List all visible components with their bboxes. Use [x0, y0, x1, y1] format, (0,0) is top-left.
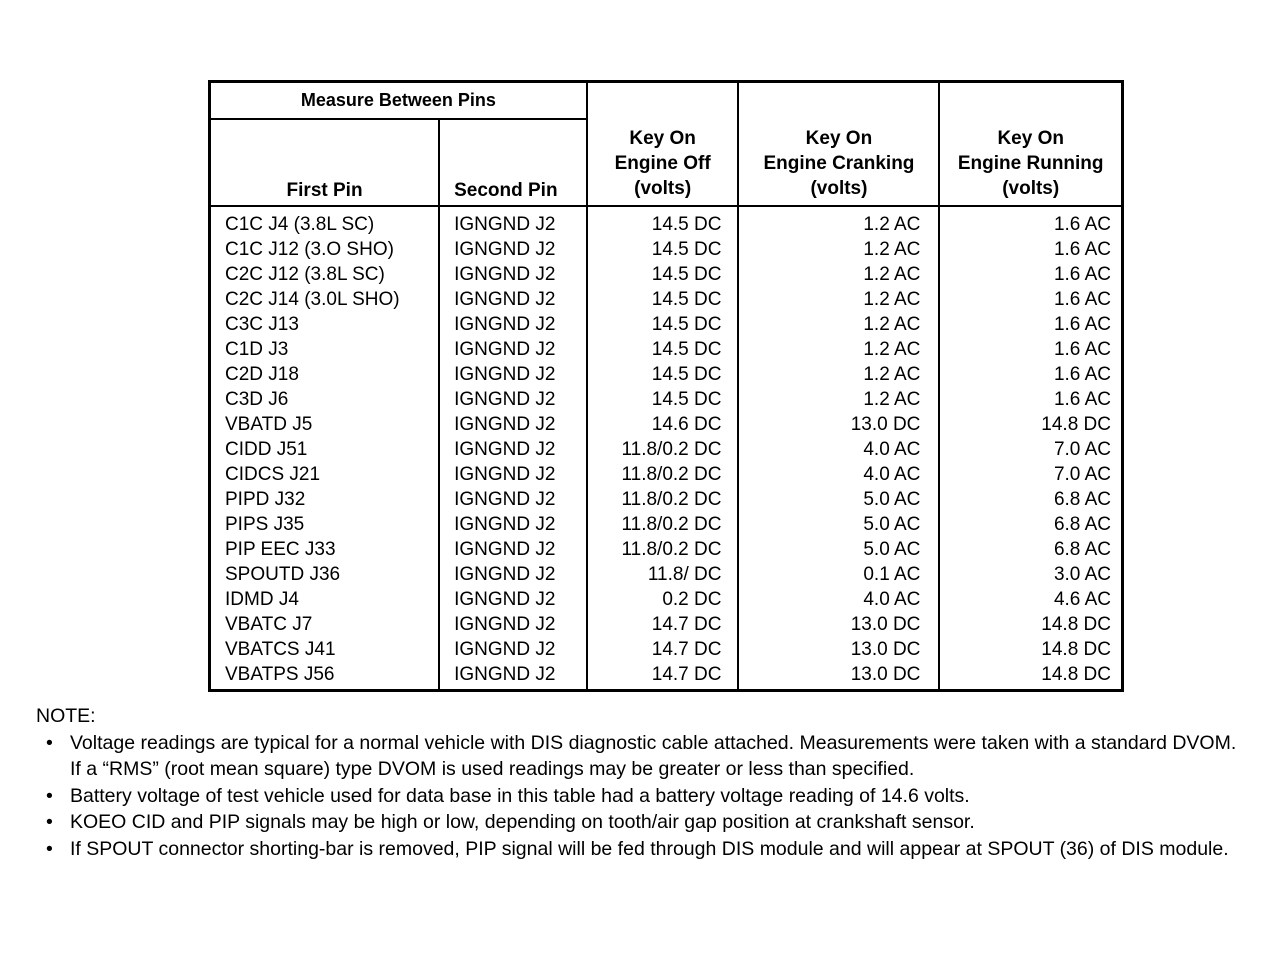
first-pin-cell: PIPD J32 [210, 487, 440, 512]
table-row [210, 387, 1123, 412]
first-pin-cell: C1C J12 (3.O SHO) [210, 237, 440, 262]
running-value-cell: 6.8 AC [939, 537, 1122, 562]
table-row [210, 412, 1123, 437]
koeo-value-cell: 14.7 DC [587, 612, 739, 637]
first-pin-cell: C1C J4 (3.8L SC) [210, 206, 440, 237]
running-value-cell: 1.6 AC [939, 362, 1122, 387]
koeo-value-cell: 14.5 DC [587, 312, 739, 337]
second-pin-cell: IGNGND J2 [439, 237, 587, 262]
cranking-header: Key On Engine Cranking (volts) [738, 82, 939, 207]
cranking-value-cell: 4.0 AC [738, 462, 939, 487]
note-item [36, 730, 1251, 783]
running-value-cell: 1.6 AC [939, 337, 1122, 362]
second-pin-cell: IGNGND J2 [439, 337, 587, 362]
koeo-value-cell: 14.7 DC [587, 637, 739, 662]
bullet-icon: • [46, 837, 53, 860]
second-pin-cell: IGNGND J2 [439, 662, 587, 691]
second-pin-cell: IGNGND J2 [439, 362, 587, 387]
koeo-value-cell: 11.8/ DC [587, 562, 739, 587]
note-item [36, 809, 1251, 836]
second-pin-cell: IGNGND J2 [439, 537, 587, 562]
notes-list [36, 730, 1251, 863]
koeo-value-cell: 11.8/0.2 DC [587, 487, 739, 512]
table-row [210, 237, 1123, 262]
note-text: Voltage readings are typical for a normal vehicle with DIS diagnostic cable attached. Measurements were taken with a standard DVOM. If a “RMS” (root mean square) type DVOM is used readings may be greater or less than specified. [70, 731, 1237, 780]
second-pin-cell: IGNGND J2 [439, 437, 587, 462]
first-pin-cell: VBATD J5 [210, 412, 440, 437]
cranking-value-cell: 13.0 DC [738, 612, 939, 637]
table-row [210, 512, 1123, 537]
first-pin-cell: SPOUTD J36 [210, 562, 440, 587]
cranking-value-cell: 1.2 AC [738, 262, 939, 287]
second-pin-cell: IGNGND J2 [439, 287, 587, 312]
note-text: Battery voltage of test vehicle used for data base in this table had a battery voltage reading of 14.6 volts. [70, 784, 970, 807]
running-value-cell: 7.0 AC [939, 462, 1122, 487]
cranking-value-cell: 5.0 AC [738, 512, 939, 537]
cranking-value-cell: 4.0 AC [738, 587, 939, 612]
cranking-value-cell: 1.2 AC [738, 206, 939, 237]
koeo-value-cell: 11.8/0.2 DC [587, 437, 739, 462]
cranking-value-cell: 0.1 AC [738, 562, 939, 587]
table-row [210, 312, 1123, 337]
running-header: Key On Engine Running (volts) [939, 82, 1122, 207]
running-value-cell: 14.8 DC [939, 637, 1122, 662]
table-row [210, 487, 1123, 512]
second-pin-cell: IGNGND J2 [439, 462, 587, 487]
first-pin-cell: CIDCS J21 [210, 462, 440, 487]
koeo-value-cell: 11.8/0.2 DC [587, 512, 739, 537]
running-value-cell: 4.6 AC [939, 587, 1122, 612]
first-pin-cell: PIPS J35 [210, 512, 440, 537]
koeo-value-cell: 11.8/0.2 DC [587, 462, 739, 487]
first-pin-cell: C1D J3 [210, 337, 440, 362]
table-row [210, 587, 1123, 612]
running-value-cell: 6.8 AC [939, 512, 1122, 537]
table-row [210, 462, 1123, 487]
running-value-cell: 14.8 DC [939, 662, 1122, 691]
notes-title: NOTE: [36, 705, 96, 727]
first-pin-cell: C2C J14 (3.0L SHO) [210, 287, 440, 312]
koeo-header: Key On Engine Off (volts) [587, 82, 739, 207]
pin-voltage-table [208, 80, 1124, 692]
table-row [210, 612, 1123, 637]
running-value-cell: 1.6 AC [939, 262, 1122, 287]
first-pin-cell: C2D J18 [210, 362, 440, 387]
cranking-value-cell: 5.0 AC [738, 537, 939, 562]
second-pin-cell: IGNGND J2 [439, 412, 587, 437]
first-pin-cell: VBATC J7 [210, 612, 440, 637]
bullet-icon: • [46, 784, 53, 807]
first-pin-cell: VBATCS J41 [210, 637, 440, 662]
note-item [36, 836, 1251, 863]
cranking-value-cell: 13.0 DC [738, 412, 939, 437]
cranking-value-cell: 13.0 DC [738, 637, 939, 662]
second-pin-cell: IGNGND J2 [439, 206, 587, 237]
cranking-value-cell: 1.2 AC [738, 287, 939, 312]
first-pin-cell: VBATPS J56 [210, 662, 440, 691]
note-text: If SPOUT connector shorting-bar is removed, PIP signal will be fed through DIS module and will appear at SPOUT (36) of DIS module. [70, 837, 1229, 860]
running-value-cell: 1.6 AC [939, 237, 1122, 262]
running-value-cell: 1.6 AC [939, 206, 1122, 237]
note-text: KOEO CID and PIP signals may be high or low, depending on tooth/air gap position at crankshaft sensor. [70, 811, 975, 833]
cranking-value-cell: 1.2 AC [738, 337, 939, 362]
second-pin-cell: IGNGND J2 [439, 262, 587, 287]
notes-section [36, 703, 1251, 862]
first-pin-cell: C2C J12 (3.8L SC) [210, 262, 440, 287]
table-body [210, 206, 1123, 691]
table-row [210, 262, 1123, 287]
table-row [210, 206, 1123, 237]
cranking-value-cell: 1.2 AC [738, 387, 939, 412]
first-pin-cell: CIDD J51 [210, 437, 440, 462]
second-pin-cell: IGNGND J2 [439, 387, 587, 412]
koeo-value-cell: 0.2 DC [587, 587, 739, 612]
second-pin-cell: IGNGND J2 [439, 512, 587, 537]
koeo-value-cell: 14.6 DC [587, 412, 739, 437]
measure-between-pins-header: Measure Between Pins [210, 82, 587, 120]
running-value-cell: 1.6 AC [939, 287, 1122, 312]
running-value-cell: 3.0 AC [939, 562, 1122, 587]
table-row [210, 637, 1123, 662]
cranking-value-cell: 13.0 DC [738, 662, 939, 691]
first-pin-header: First Pin [210, 119, 440, 206]
koeo-value-cell: 14.5 DC [587, 337, 739, 362]
second-pin-cell: IGNGND J2 [439, 312, 587, 337]
table-row [210, 287, 1123, 312]
bullet-icon: • [46, 811, 53, 833]
table-row [210, 537, 1123, 562]
running-value-cell: 14.8 DC [939, 412, 1122, 437]
table-row [210, 562, 1123, 587]
second-pin-cell: IGNGND J2 [439, 612, 587, 637]
second-pin-cell: IGNGND J2 [439, 637, 587, 662]
koeo-value-cell: 14.7 DC [587, 662, 739, 691]
first-pin-cell: C3C J13 [210, 312, 440, 337]
koeo-value-cell: 14.5 DC [587, 237, 739, 262]
running-value-cell: 7.0 AC [939, 437, 1122, 462]
koeo-value-cell: 14.5 DC [587, 206, 739, 237]
koeo-value-cell: 14.5 DC [587, 387, 739, 412]
running-value-cell: 1.6 AC [939, 387, 1122, 412]
second-pin-cell: IGNGND J2 [439, 562, 587, 587]
note-item [36, 783, 1251, 810]
first-pin-cell: C3D J6 [210, 387, 440, 412]
cranking-value-cell: 4.0 AC [738, 437, 939, 462]
second-pin-cell: IGNGND J2 [439, 487, 587, 512]
running-value-cell: 14.8 DC [939, 612, 1122, 637]
koeo-value-cell: 14.5 DC [587, 362, 739, 387]
second-pin-cell: IGNGND J2 [439, 587, 587, 612]
bullet-icon: • [46, 731, 53, 754]
koeo-value-cell: 11.8/0.2 DC [587, 537, 739, 562]
running-value-cell: 1.6 AC [939, 312, 1122, 337]
cranking-value-cell: 1.2 AC [738, 312, 939, 337]
koeo-value-cell: 14.5 DC [587, 262, 739, 287]
cranking-value-cell: 1.2 AC [738, 237, 939, 262]
cranking-value-cell: 5.0 AC [738, 487, 939, 512]
table-row [210, 437, 1123, 462]
koeo-value-cell: 14.5 DC [587, 287, 739, 312]
table-row [210, 662, 1123, 691]
second-pin-header: Second Pin [439, 119, 587, 206]
table-row [210, 337, 1123, 362]
table-row [210, 362, 1123, 387]
first-pin-cell: PIP EEC J33 [210, 537, 440, 562]
running-value-cell: 6.8 AC [939, 487, 1122, 512]
first-pin-cell: IDMD J4 [210, 587, 440, 612]
cranking-value-cell: 1.2 AC [738, 362, 939, 387]
